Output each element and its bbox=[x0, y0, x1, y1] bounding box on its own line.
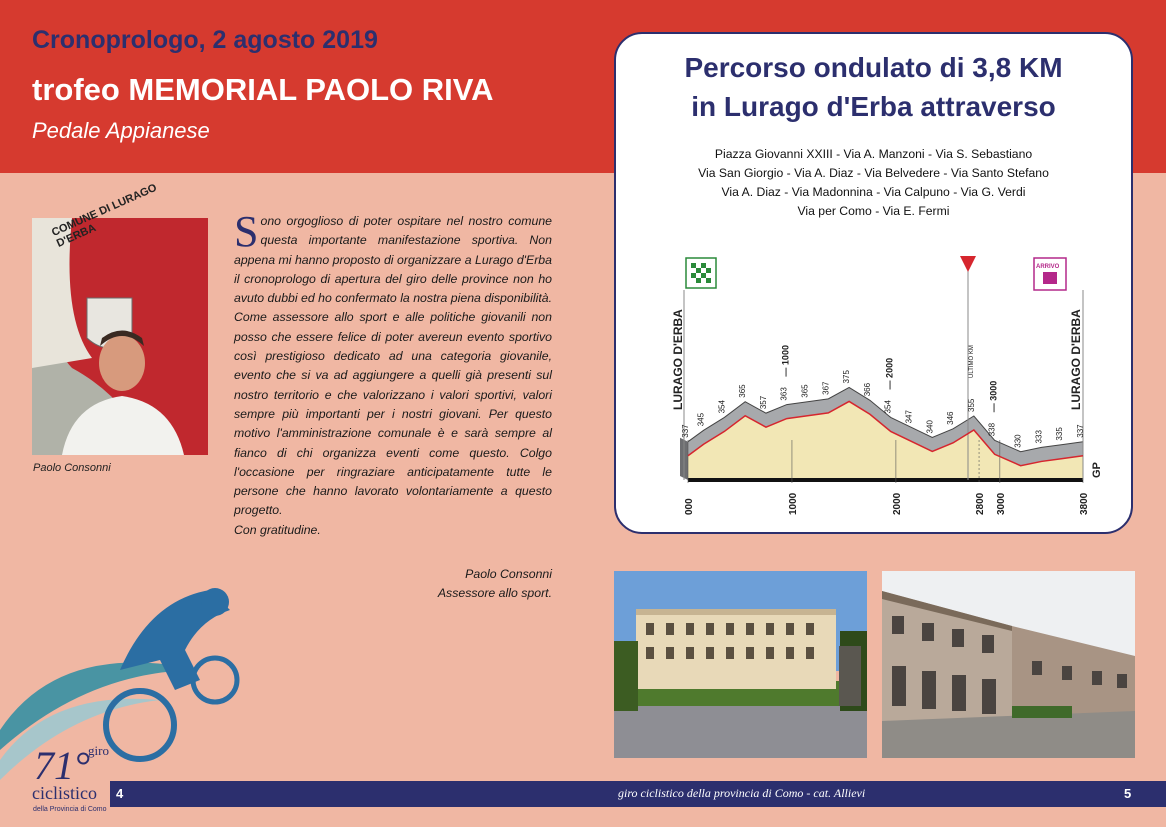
altitude-label: 347 bbox=[904, 410, 914, 424]
event-title: trofeo MEMORIAL PAOLO RIVA bbox=[32, 72, 494, 107]
altitude-label: 333 bbox=[1034, 430, 1044, 444]
gp-label: GP bbox=[1091, 462, 1103, 478]
drop-cap: S bbox=[234, 207, 259, 256]
altitude-label: 335 bbox=[1055, 427, 1065, 441]
article-body bbox=[234, 207, 552, 540]
flag-square bbox=[696, 268, 701, 273]
altitude-label: 355 bbox=[966, 398, 976, 412]
altitude-label: 354 bbox=[883, 400, 893, 414]
footer-text: giro ciclistico della provincia di Como - cat. Allievi bbox=[618, 786, 866, 800]
distance-marker: — 2000 bbox=[884, 357, 895, 390]
logo-giro: giro bbox=[88, 743, 109, 758]
x-tick-label: 1000 bbox=[787, 492, 799, 515]
altitude-label: 330 bbox=[1013, 434, 1023, 448]
route-streets bbox=[614, 145, 1133, 221]
x-tick-label: 3800 bbox=[1079, 492, 1090, 515]
x-tick-label: 2000 bbox=[891, 492, 903, 515]
x-tick-label: 3000 bbox=[995, 492, 1007, 515]
arrivo-icon bbox=[1034, 258, 1066, 290]
altitude-label: 365 bbox=[800, 384, 810, 398]
banner-text: COMUNE DI LURAGO D'ERBA bbox=[50, 181, 159, 250]
flag-square bbox=[706, 278, 711, 283]
checkered-flag-icon bbox=[686, 258, 716, 288]
logo-edition-number: 71° bbox=[34, 743, 90, 788]
arrivo-symbol bbox=[1043, 272, 1057, 284]
villa-photo bbox=[614, 571, 867, 758]
altitude-label: 346 bbox=[946, 411, 956, 425]
signature-role: Assessore allo sport. bbox=[437, 586, 552, 600]
signature bbox=[360, 565, 552, 603]
start-town-label: LURAGO D'ERBA bbox=[671, 309, 685, 410]
altitude-label: 375 bbox=[842, 370, 852, 384]
x-tick-label: 000 bbox=[684, 498, 695, 515]
route-title-line1: Percorso ondulato di 3,8 KM bbox=[684, 52, 1063, 83]
altitude-label: 363 bbox=[779, 387, 789, 401]
signature-name: Paolo Consonni bbox=[465, 567, 552, 581]
finish-town-label: LURAGO D'ERBA bbox=[1069, 309, 1083, 410]
arrivo-text: ARRIVO bbox=[1036, 264, 1060, 270]
street-line: Via A. Diaz - Via Madonnina - Via Calpuno - Via G. Verdi bbox=[721, 185, 1026, 199]
flag-square bbox=[706, 268, 711, 273]
street-line: Via San Giorgio - Via A. Diaz - Via Belvedere - Via Santo Stefano bbox=[698, 166, 1049, 180]
event-date: Cronoprologo, 2 agosto 2019 bbox=[32, 26, 378, 54]
portrait-photo bbox=[32, 181, 208, 455]
photo-caption: Paolo Consonni bbox=[33, 462, 111, 474]
altitude-label: 365 bbox=[738, 384, 748, 398]
ultimo-km-label: ULTIMO KM bbox=[969, 345, 975, 378]
page-number-left: 4 bbox=[116, 786, 124, 801]
altitude-label: 354 bbox=[717, 400, 727, 414]
street-line: Via per Como - Via E. Fermi bbox=[797, 204, 950, 218]
flag-square bbox=[701, 273, 706, 278]
article-text: ono orgoglioso di poter ospitare nel nostro comune questa importante manifestazione sportiva. Non appena mi hanno proposto di organizzare a Lurago d'Erba il cronoprologo di apertura del giro delle province non ho avuto dubbi ed ho confermato la nostra piena disponibilità. Come assessore allo sport e alle politiche giovanili non posso che essere felice di poter avereun evento sportivo così prestigioso dedicato ad una categoria giovanile, evento che si va ad aggiungere a quelli già presenti sul nostro territorio e che valorizzano i valori sportivi, valori sempre più importanti per i nostri giovani. Per questo motivo l'amministrazione comunale è e sarà sempre al fianco di chi organizza eventi come questo. Colgo l'occasione per ringraziare anticipatamente tutte le persone che hanno lavorato volontariamente a questo progetto. bbox=[234, 214, 552, 518]
altitude-label: 345 bbox=[696, 412, 706, 427]
altitude-label: 366 bbox=[862, 382, 872, 397]
flag-square bbox=[691, 273, 696, 278]
altitude-label: 357 bbox=[758, 395, 768, 410]
flag-square bbox=[691, 263, 696, 268]
flag-square bbox=[696, 278, 701, 283]
altitude-label: 338 bbox=[987, 422, 997, 437]
municipal-building-photo bbox=[882, 571, 1135, 758]
street-line: Piazza Giovanni XXIII - Via A. Manzoni - Via S. Sebastiano bbox=[714, 147, 1033, 161]
elevation-profile-chart bbox=[668, 250, 1113, 525]
logo-provincia: della Provincia di Como bbox=[33, 806, 107, 813]
altitude-label: 367 bbox=[821, 381, 831, 395]
altitude-label: 337 bbox=[681, 424, 690, 438]
route-title-line2: in Lurago d'Erba attraverso bbox=[691, 91, 1056, 122]
logo-ciclistico: ciclistico bbox=[32, 783, 97, 803]
flag-square bbox=[701, 263, 706, 268]
x-tick-label: 2800 bbox=[975, 492, 987, 515]
distance-marker: — 1000 bbox=[780, 345, 791, 377]
page-number-right: 5 bbox=[1124, 786, 1132, 801]
altitude-label: 340 bbox=[925, 420, 935, 434]
last-km-triangle-icon bbox=[960, 256, 976, 272]
route-title bbox=[614, 48, 1133, 126]
altitude-label: 337 bbox=[1076, 424, 1085, 438]
distance-marker: — 3000 bbox=[988, 380, 999, 413]
organizer-name: Pedale Appianese bbox=[32, 118, 210, 143]
article-closing: Con gratitudine. bbox=[234, 522, 321, 537]
